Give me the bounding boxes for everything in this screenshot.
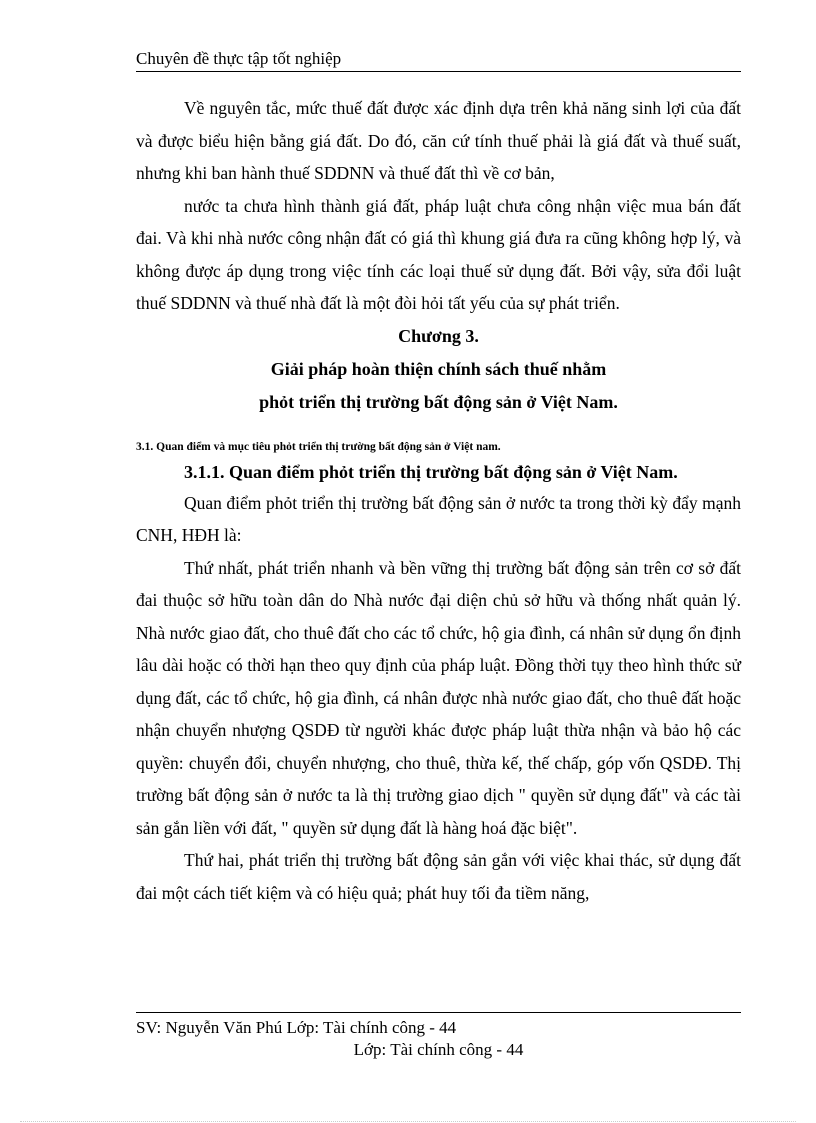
document-body: [136, 92, 741, 909]
paragraph: Về nguyên tắc, mức thuế đất được xác định dựa trên khả năng sinh lợi của đất và được biểu hiện bằng giá đất. Do đó, căn cứ tính thuế phải là giá đất và thuế suất, nhưng khi ban hành thuế SDDNN và thuế đất thì về cơ bản,: [136, 98, 741, 183]
paragraph: Quan điểm phỏt triển thị trường bất động sản ở nước ta trong thời kỳ đẩy mạnh CNH, HĐH là:: [136, 492, 741, 545]
chapter-title-line1: Giải pháp hoàn thiện chính sách thuế nhằm: [270, 358, 607, 379]
chapter-title-line2: phỏt triển thị trường bất động sản ở Việt Nam.: [259, 391, 618, 412]
footer-student: SV: Nguyễn Văn Phú Lớp: Tài chính công - 44: [136, 1018, 457, 1037]
footer-class: Lớp: Tài chính công - 44: [353, 1040, 524, 1059]
page-header: Chuyên đề thực tập tốt nghiệp: [136, 48, 741, 72]
footer-divider: [136, 1012, 741, 1013]
paragraph: nước ta chưa hình thành giá đất, pháp luật chưa công nhận việc mua bán đất đai. Và khi nhà nước công nhận đất có giá thì khung giá đưa ra cũng không hợp lý, và không được áp dụng trong việc tính các loại thuế sử dụng đất. Bởi vậy, sửa đổi luật thuế SDDNN và thuế nhà đất là một đòi hỏi tất yếu của sự phát triển.: [136, 195, 741, 313]
paragraph: Thứ nhất, phát triển nhanh và bền vững thị trường bất động sản trên cơ sở đất đai thuộc sở hữu toàn dân do Nhà nước đại diện chủ sở hữu và thống nhất quản lý. Nhà nước giao đất, cho thuê đất cho các tổ chức, hộ gia đình, cá nhân sử dụng ổn định lâu dài hoặc có thời hạn theo quy định của pháp luật. Đồng thời tụy theo hình thức sử dụng đất, các tổ chức, hộ gia đình, cá nhân được nhà nước giao đất, cho thuê đất hoặc nhận chuyển nhượng QSDĐ từ người khác được pháp luật thừa nhận và bảo hộ các quyền: chuyển đổi, chuyển nhượng, cho thuê, thừa kế, thế chấp, góp vốn QSDĐ. Thị trường bất động sản ở nước ta là thị trường giao dịch " quyền sử dụng đất" và các tài sản gắn liền với đất, " quyền sử dụng đất là hàng hoá đặc biệt".: [136, 557, 741, 838]
chapter-number: Chương 3.: [398, 325, 479, 346]
paragraph: Thứ hai, phát triển thị trường bất động sản gắn với việc khai thác, sử dụng đất đai một cách tiết kiệm và có hiệu quả; phát huy tối đa tiềm năng,: [136, 850, 741, 903]
page-break-divider: [20, 1121, 796, 1122]
section-heading: 3.1. Quan điểm và mục tiêu phỏt triển thị trường bất động sản ở Việt nam.: [136, 440, 501, 453]
subsection-heading: 3.1.1. Quan điểm phỏt triển thị trường bất động sản ở Việt Nam.: [184, 461, 678, 482]
